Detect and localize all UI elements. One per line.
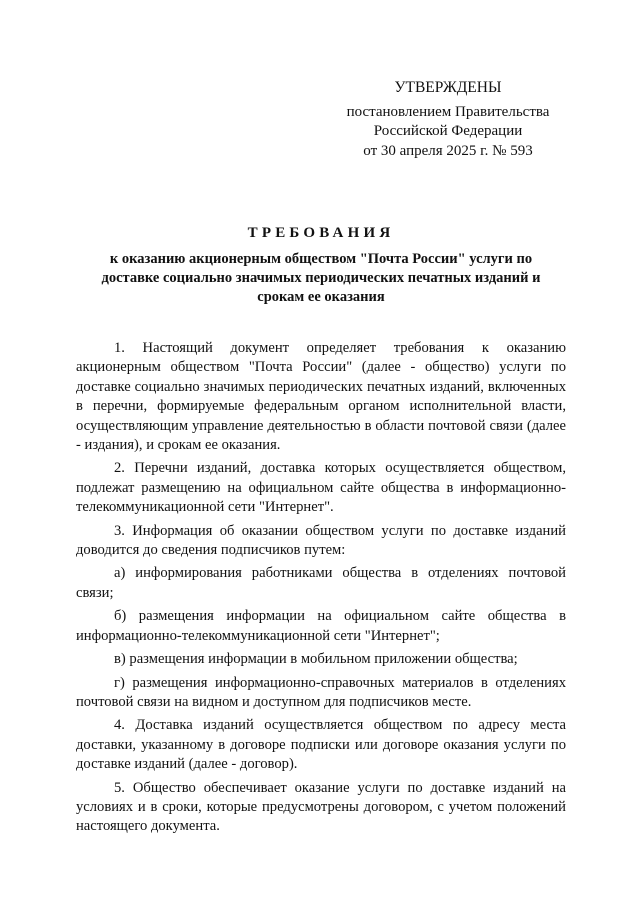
paragraph-3b: б) размещения информации на официальном сайте общества в информационно-телекоммуникационной сети "Интернет"; [76,608,566,644]
paragraph-4: 4. Доставка изданий осуществляется обществом по адресу места доставки, указанному в договоре подписки или договоре оказания услуги по доставке изданий (далее - договор). [76,717,566,773]
document-body [76,339,566,841]
approval-line-3: от 30 апреля 2025 г. № 593 [363,142,533,159]
document-subtitle: к оказанию акционерным обществом "Почта России" услуги по доставке социально значимых периодических печатных изданий и срокам ее оказания [101,251,541,305]
approval-line-2: Российской Федерации [373,123,523,139]
paragraph-1: 1. Настоящий документ определяет требования к оказанию акционерным обществом "Почта России" (далее - общество) услуги по доставке социально значимых периодических печатных изданий, включенных в перечни, формируемые федеральным органом исполнительной власти, осуществляющим управление деятельностью в области почтовой связи (далее - издания), и срокам ее оказания. [76,340,566,454]
approval-line-1: постановлением Правительства [346,103,550,120]
approval-heading: УТВЕРЖДЕНЫ [394,79,502,96]
paragraph-3a: а) информирования работниками общества в отделениях почтовой связи; [76,565,566,601]
document-title: ТРЕБОВАНИЯ [247,225,395,241]
approval-block [330,78,566,161]
paragraph-3c: в) размещения информации в мобильном приложении общества; [114,651,518,668]
paragraph-3d: г) размещения информационно-справочных материалов в отделениях почтовой связи на видном и доступном для подписчиков месте. [76,674,566,710]
paragraph-3: 3. Информация об оказании обществом услуги по доставке изданий доводится до сведения подписчиков путем: [76,522,566,559]
paragraph-5: 5. Общество обеспечивает оказание услуги по доставке изданий на условиях и в сроки, которые предусмотрены договором, с учетом положений настоящего документа. [76,779,566,835]
paragraph-2: 2. Перечни изданий, доставка которых осуществляется обществом, подлежат размещению на официальном сайте общества в информационно-телекоммуникационной сети "Интернет". [76,460,566,516]
